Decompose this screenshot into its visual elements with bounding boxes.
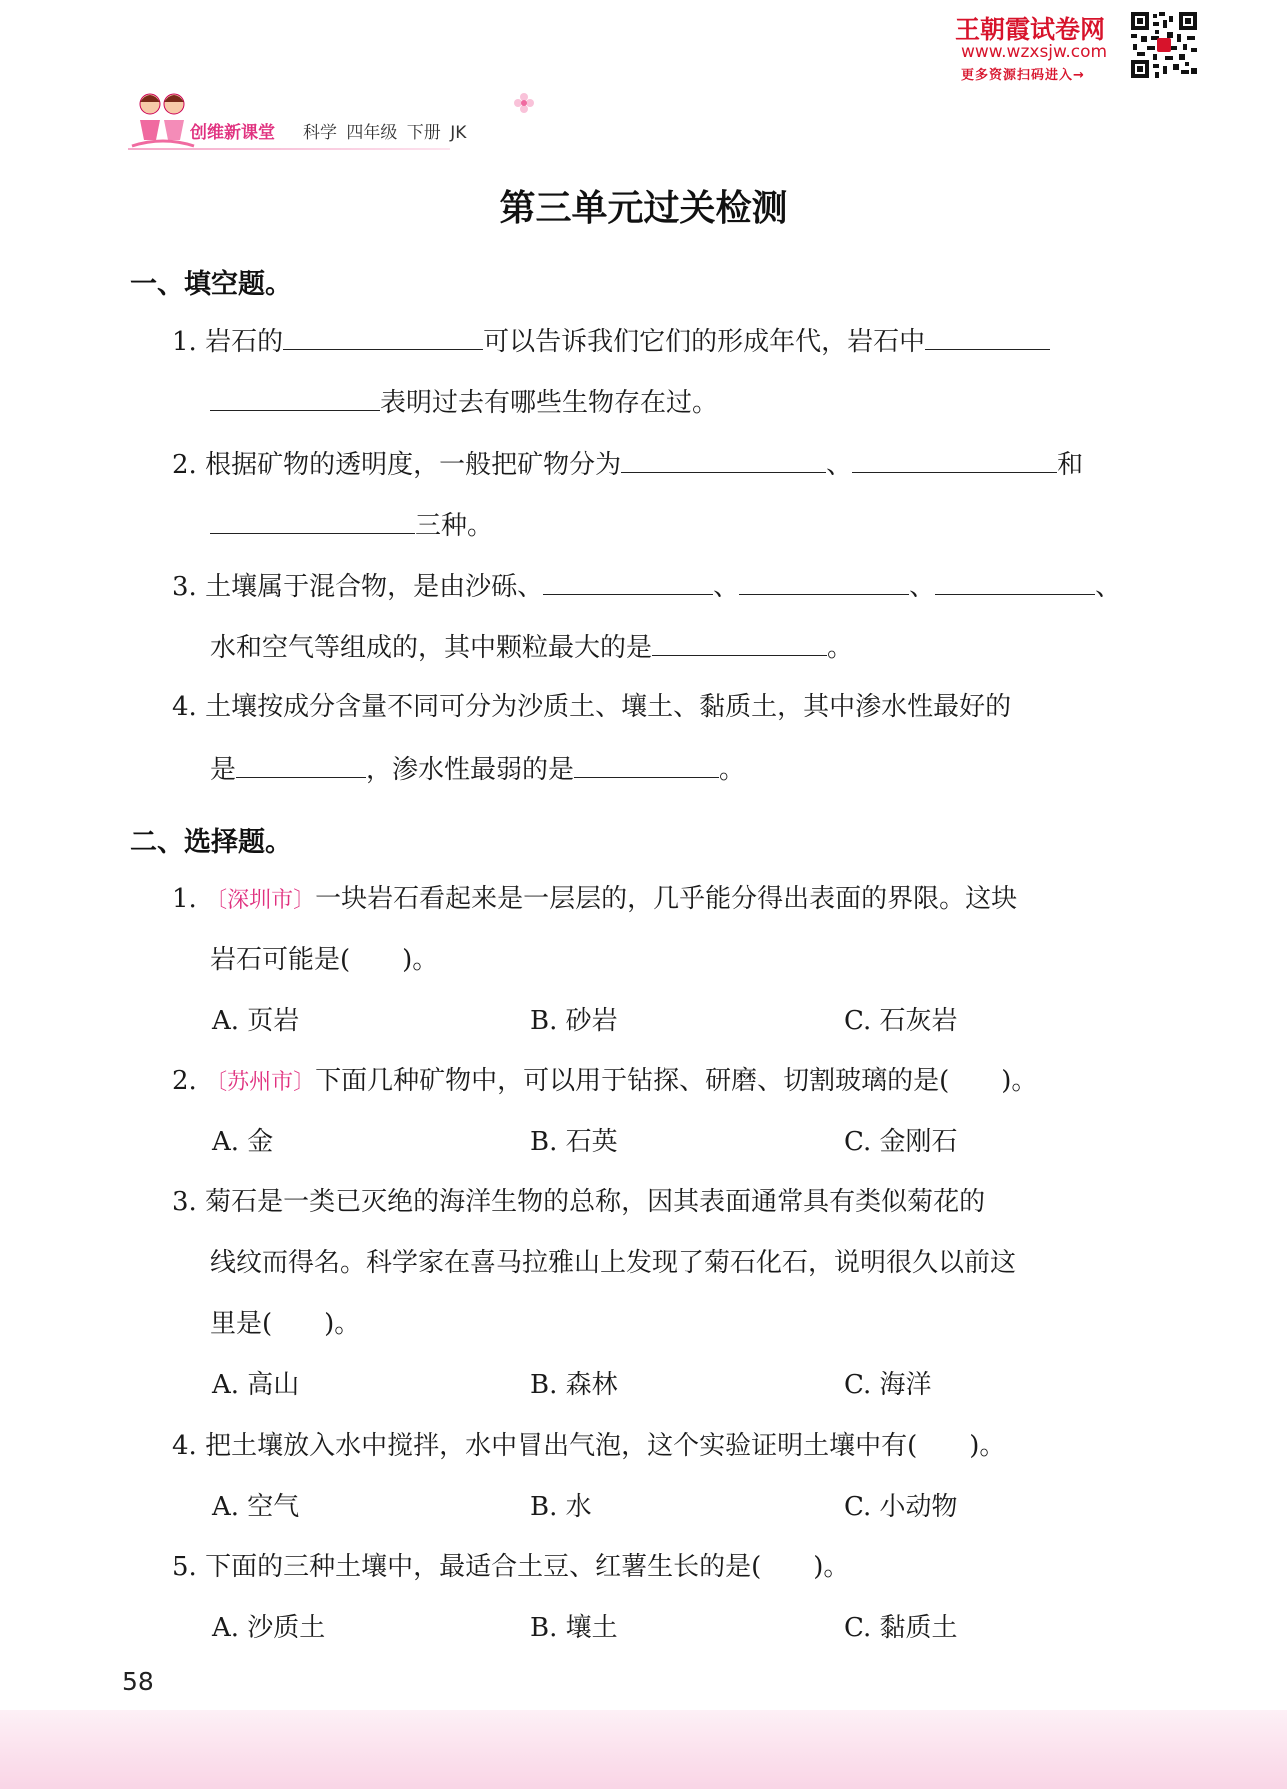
option-a[interactable]: A. 沙质土 [212, 1613, 326, 1643]
question-line [210, 507, 493, 543]
answer-blank[interactable] [210, 507, 415, 534]
section-heading-fill-blank: 一、填空题。 [130, 269, 292, 300]
question-line: 里是( )。 [210, 1309, 361, 1339]
series-name: 创维新课堂 [190, 123, 275, 143]
question-line [172, 1064, 1037, 1100]
option-b[interactable]: B. 砂岩 [530, 1006, 618, 1036]
question-text: 把土壤放入水中搅拌，水中冒出气泡，这个实验证明土壤中有( )。 [205, 1431, 1006, 1461]
section-heading-multiple-choice: 二、选择题。 [130, 827, 292, 858]
answer-blank[interactable] [283, 323, 483, 350]
question-line [210, 629, 853, 665]
question-line [172, 1185, 985, 1219]
question-text: 根据矿物的透明度，一般把矿物分为 [205, 450, 622, 480]
question-text: 、 [713, 572, 740, 602]
question-line [172, 446, 1083, 482]
flower-icon [513, 92, 535, 114]
question-text: 、 [826, 450, 853, 480]
question-text: 土壤按成分含量不同可分为沙质土、壤土、黏质土，其中渗水性最好的 [205, 692, 1012, 722]
option-b[interactable]: B. 壤土 [530, 1613, 618, 1643]
question-text: 菊石是一类已灭绝的海洋生物的总称，因其表面通常具有类似菊花的 [205, 1187, 986, 1217]
answer-blank[interactable] [852, 446, 1057, 473]
page-number: 58 [122, 1667, 154, 1696]
question-line [172, 690, 1011, 724]
qr-code-icon[interactable] [1131, 12, 1197, 78]
answer-blank[interactable] [574, 751, 719, 778]
question-line [172, 568, 1121, 604]
option-a[interactable]: A. 页岩 [212, 1006, 300, 1036]
question-text: 是 [210, 755, 237, 785]
question-text: 。 [827, 633, 854, 663]
header-divider [128, 148, 450, 150]
footer-band [0, 1710, 1287, 1789]
question-number: 4. [172, 1431, 197, 1461]
kids-mascot-icon [128, 90, 198, 152]
brand-slogan: 更多资源扫码进入→ [961, 68, 1085, 83]
question-text: 岩石的 [205, 327, 284, 357]
question-text: 、 [1095, 572, 1122, 602]
answer-blank[interactable] [935, 568, 1095, 595]
question-number: 2. [172, 1066, 197, 1096]
option-c[interactable]: C. 石灰岩 [844, 1006, 958, 1036]
question-number: 4. [172, 692, 197, 722]
option-a[interactable]: A. 金 [212, 1127, 274, 1157]
option-b[interactable]: B. 石英 [530, 1127, 618, 1157]
option-b[interactable]: B. 森林 [530, 1370, 618, 1400]
question-text: 表明过去有哪些生物存在过。 [380, 388, 719, 418]
question-text: 和 [1057, 450, 1084, 480]
question-text: 三种。 [415, 511, 494, 541]
question-text: 可以告诉我们它们的形成年代，岩石中 [483, 327, 926, 357]
question-line [172, 1550, 849, 1584]
question-text: 一块岩石看起来是一层层的，几乎能分得出表面的界限。这块 [315, 884, 1018, 914]
page-title: 第三单元过关检测 [499, 188, 788, 229]
question-text: 。 [719, 755, 746, 785]
brand-url[interactable]: www.wzxsjw.com [961, 42, 1108, 62]
question-number: 3. [172, 1187, 197, 1217]
answer-blank[interactable] [652, 629, 827, 656]
option-b[interactable]: B. 水 [530, 1492, 592, 1522]
option-c[interactable]: C. 海洋 [844, 1370, 932, 1400]
answer-blank[interactable] [236, 751, 366, 778]
answer-blank[interactable] [543, 568, 713, 595]
option-a[interactable]: A. 空气 [212, 1492, 300, 1522]
question-text: 土壤属于混合物，是由沙砾、 [205, 572, 544, 602]
answer-blank[interactable] [621, 446, 826, 473]
question-number: 1. [172, 884, 197, 914]
region-tag: 〔深圳市〕 [205, 888, 316, 913]
answer-blank[interactable] [739, 568, 909, 595]
question-number: 2. [172, 450, 197, 480]
answer-blank[interactable] [210, 384, 380, 411]
question-number: 5. [172, 1552, 197, 1582]
book-info: 科学 四年级 下册 JK [303, 123, 467, 143]
option-a[interactable]: A. 高山 [212, 1370, 300, 1400]
question-line [210, 384, 718, 420]
answer-blank[interactable] [925, 323, 1050, 350]
question-line [172, 1429, 1005, 1463]
region-tag: 〔苏州市〕 [205, 1070, 316, 1095]
option-c[interactable]: C. 黏质土 [844, 1613, 958, 1643]
question-line: 线纹而得名。科学家在喜马拉雅山上发现了菊石化石，说明很久以前这 [210, 1248, 1017, 1278]
question-text: ，渗水性最弱的是 [366, 755, 575, 785]
question-number: 1. [172, 327, 197, 357]
question-line [210, 751, 745, 787]
brand-name: 王朝霞试卷网 [955, 15, 1106, 44]
question-text: 、 [909, 572, 936, 602]
question-number: 3. [172, 572, 197, 602]
question-text: 下面的三种土壤中，最适合土豆、红薯生长的是( )。 [205, 1552, 850, 1582]
option-c[interactable]: C. 小动物 [844, 1492, 958, 1522]
option-c[interactable]: C. 金刚石 [844, 1127, 958, 1157]
question-text: 下面几种矿物中，可以用于钻探、研磨、切割玻璃的是( )。 [315, 1066, 1038, 1096]
question-line [172, 323, 1050, 359]
brand-block [955, 10, 1225, 83]
question-line [172, 882, 1017, 918]
question-line: 岩石可能是( )。 [210, 945, 439, 975]
question-text: 水和空气等组成的，其中颗粒最大的是 [210, 633, 653, 663]
